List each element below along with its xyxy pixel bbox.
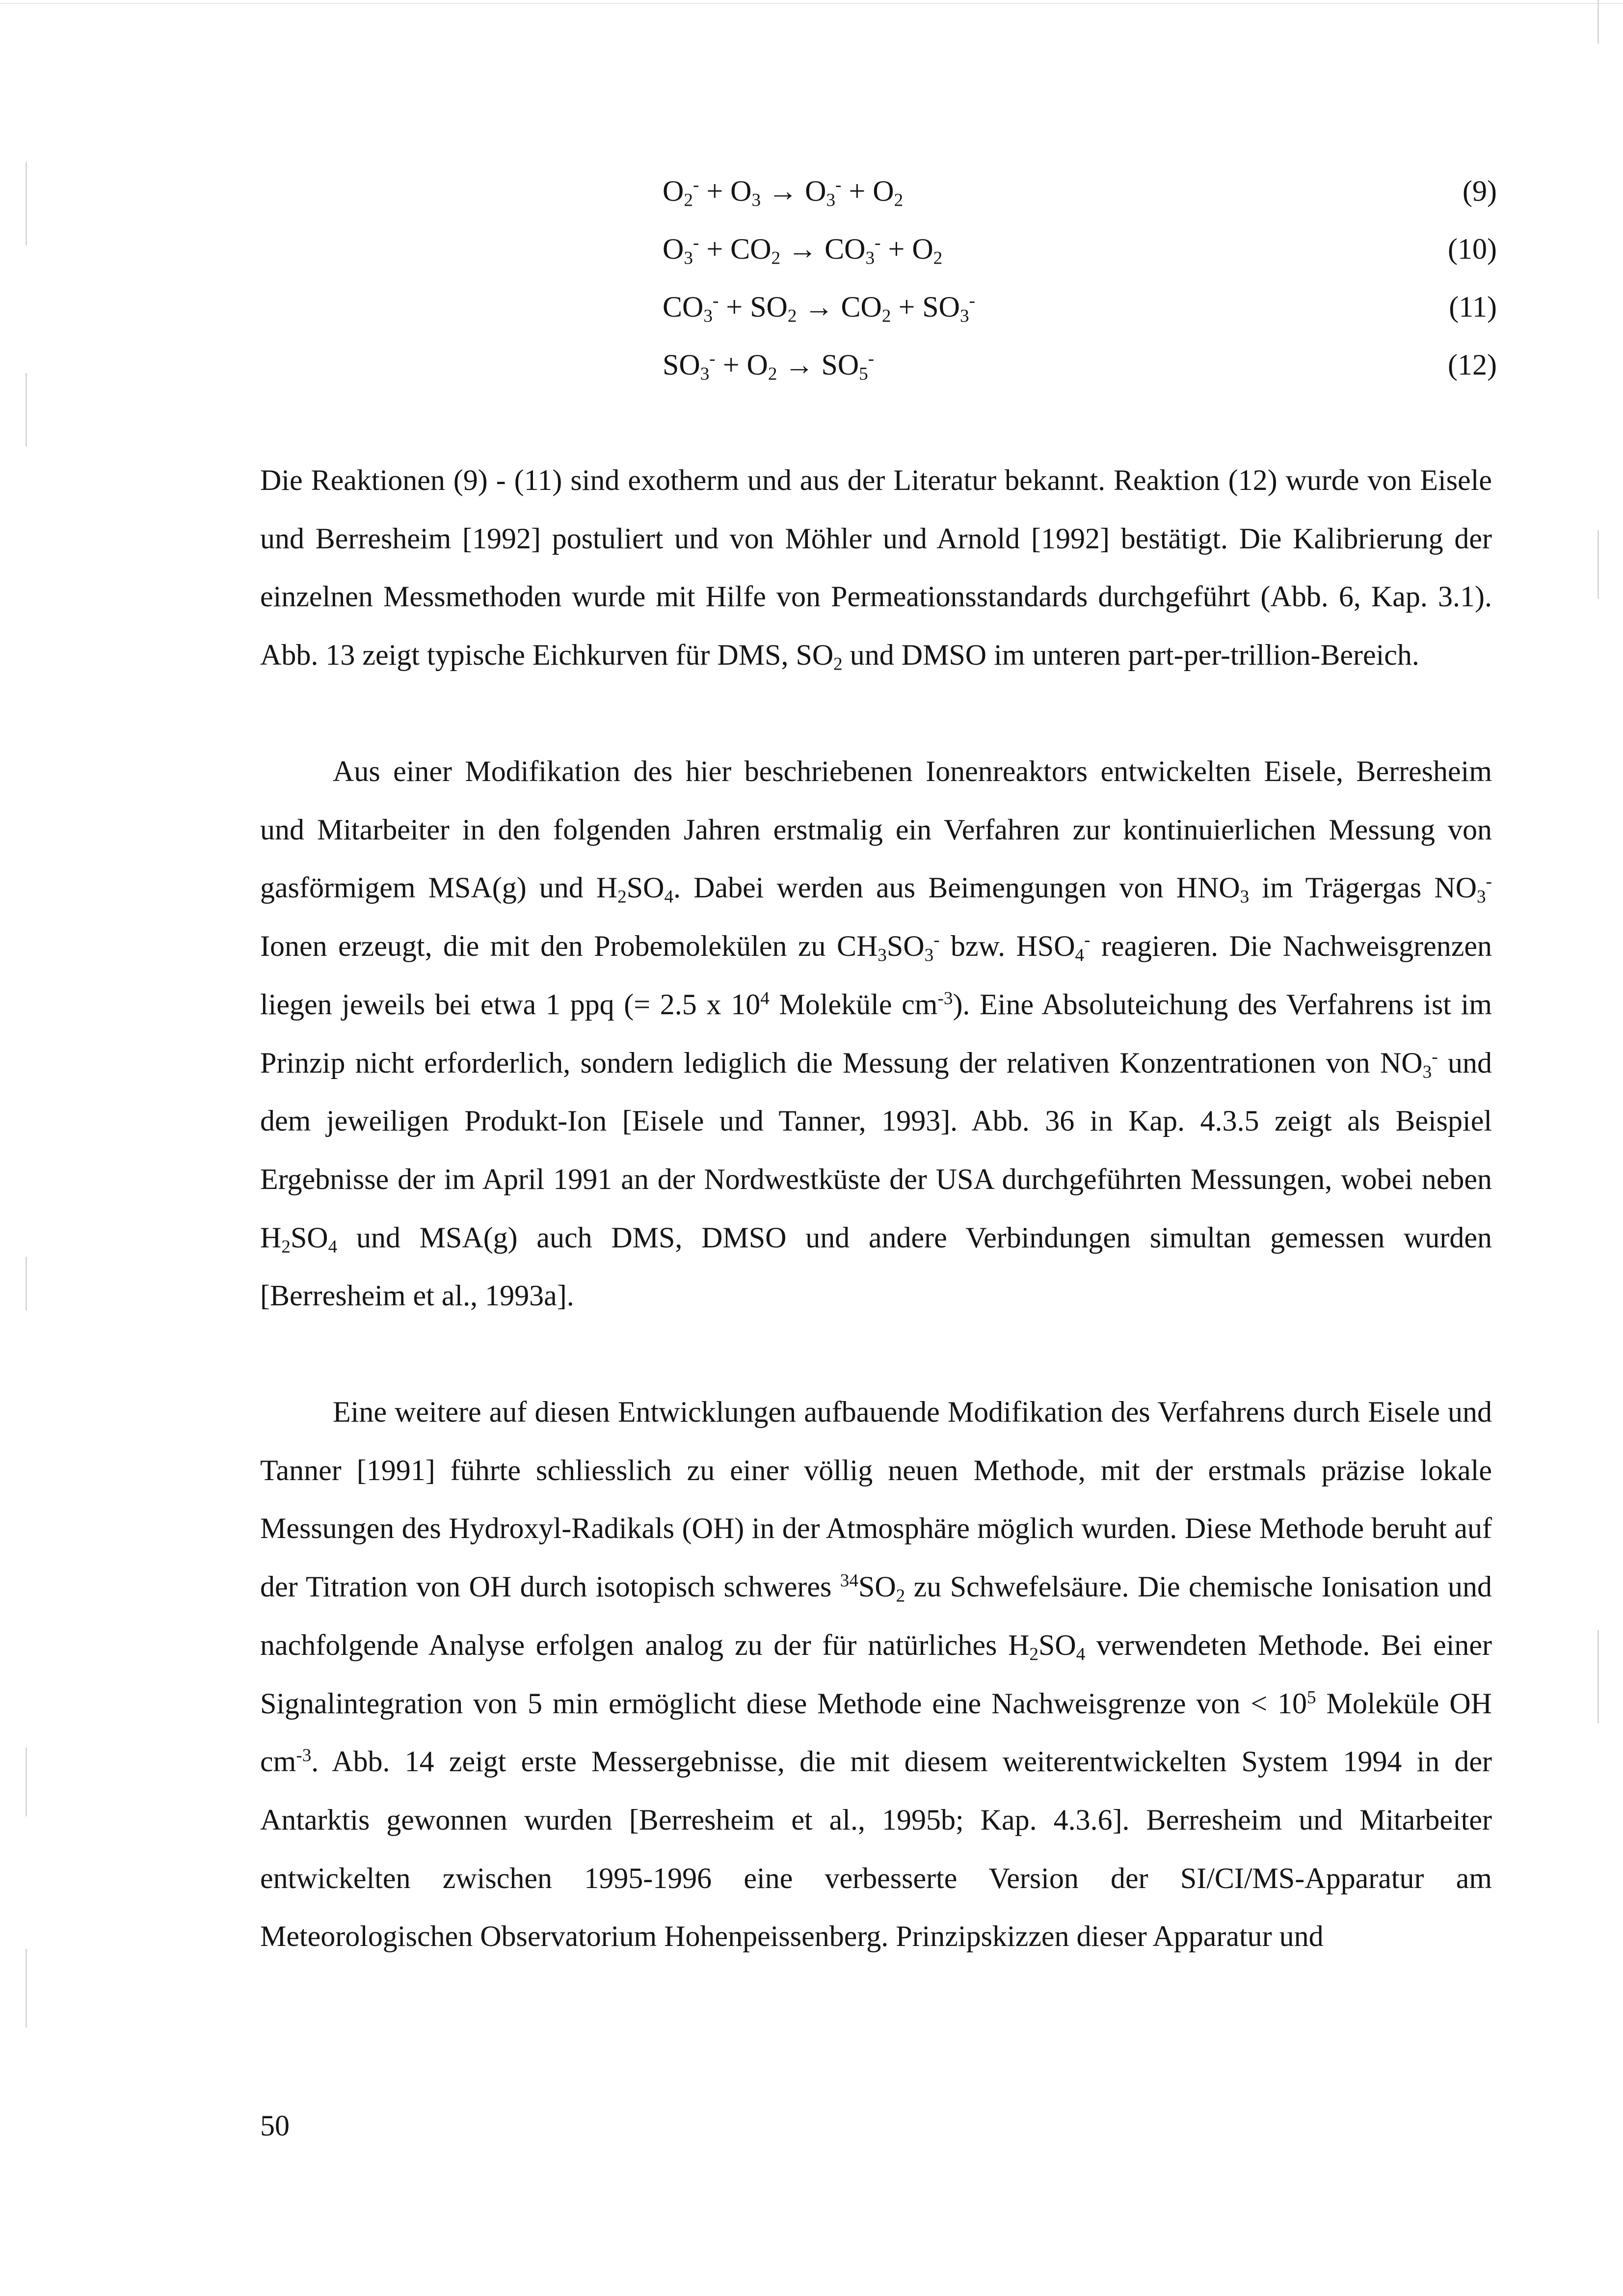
plus-sign: +	[699, 175, 731, 207]
species: SO	[750, 291, 788, 323]
text-run: . Abb. 14 zeigt erste Messergebnisse, die mit diesem weiterentwickelten System 1994 in der Antarktis gewonnen wurden [Berresheim et al., 1995b; Kap. 4.3.6]. Berresheim und Mitarbeiter entwickelten zwischen 1995-1996 eine verbesserte Version der SI/CI/MS-Apparatur am Meteorologischen Observatorium Hohenpeissenberg. Prinzipskizzen dieser Apparatur und	[260, 1745, 1492, 1953]
species: O	[912, 233, 933, 265]
scan-left-mark	[26, 1949, 27, 2027]
reaction-equations	[663, 162, 1497, 394]
text-run: SO	[1038, 1628, 1076, 1661]
equation-number: (9)	[1463, 175, 1497, 207]
equation-number: (11)	[1449, 291, 1497, 323]
subscript: 3	[1240, 887, 1250, 907]
superscript: 34	[840, 1570, 858, 1591]
species: SO	[821, 349, 859, 381]
text-run: SO	[626, 871, 665, 904]
scan-left-mark	[26, 1257, 27, 1311]
text-run: reagieren. Die Nachweisgrenzen liegen jeweils bei etwa 1 ppq (= 2.5 x 10	[260, 930, 1492, 1021]
text-run: im Trägergas NO	[1249, 871, 1477, 904]
subscript: 4	[1075, 945, 1085, 966]
superscript: -	[1084, 930, 1091, 950]
superscript: -3	[937, 988, 953, 1009]
superscript: -	[969, 291, 975, 311]
subscript: 3	[826, 190, 836, 211]
paragraph-reactions	[260, 451, 1492, 684]
equation-12	[663, 336, 1497, 394]
species: SO	[663, 349, 700, 381]
body-text-block-3	[260, 1383, 1492, 1966]
species: O	[730, 175, 752, 207]
superscript: -	[712, 291, 719, 311]
equation-9	[663, 162, 1497, 220]
subscript: 3	[865, 248, 875, 269]
plus-sign: +	[841, 175, 873, 207]
subscript: 2	[1029, 1644, 1038, 1665]
text-run: Eine weitere auf diesen Entwicklungen aufbauende Modifikation des Verfahrens durch Eisele und Tanner [1991] führte schliesslich zu einer völlig neuen Methode, mit der erstmals präzise lokale Messungen des Hydroxyl-Radikals (OH) in der Atmosphäre möglich wurden. Diese Methode beruht auf der Titration von OH durch isotopisch schweres	[260, 1396, 1492, 1603]
text-run: und DMSO im unteren part-per-trillion-Bereich.	[842, 639, 1419, 672]
subscript: 3	[959, 306, 969, 326]
text-run: SO	[886, 930, 925, 963]
text-run: und dem jeweiligen Produkt-Ion [Eisele und Tanner, 1993]. Abb. 36 in Kap. 4.3.5 zeigt als Beispiel Ergebnisse der im April 1991 an der Nordwestküste der USA durchgeführten Messungen, wobei neben H	[260, 1046, 1492, 1254]
subscript: 2	[881, 306, 891, 326]
subscript: 2	[896, 1586, 905, 1606]
species: CO	[730, 233, 772, 265]
text-run: verwendeten Methode. Bei einer Signalintegration von 5 min ermöglicht diese Methode eine Nachweisgrenze von < 10	[260, 1628, 1492, 1720]
subscript: 2	[833, 654, 843, 675]
reaction-arrow: →	[780, 233, 825, 265]
text-run: bzw. HSO	[939, 930, 1075, 963]
superscript: -	[709, 349, 716, 369]
superscript: -	[933, 930, 940, 950]
plus-sign: +	[718, 291, 750, 323]
subscript: 2	[894, 190, 904, 211]
species: O	[805, 175, 826, 207]
subscript: 3	[1422, 1061, 1432, 1082]
scan-right-mark	[1597, 1630, 1599, 1723]
equation-number: (12)	[1448, 349, 1497, 381]
subscript: 3	[1477, 887, 1486, 907]
superscript: 4	[760, 988, 770, 1009]
species: O	[663, 233, 684, 265]
subscript: 4	[328, 1237, 338, 1257]
scan-left-mark	[26, 1748, 27, 1816]
subscript: 5	[859, 364, 868, 384]
text-run: . Dabei werden aus Beimengungen von HNO	[673, 871, 1240, 904]
superscript: -	[1486, 871, 1492, 892]
scan-top-edge	[0, 3, 1623, 4]
text-run: Aus einer Modifikation des hier beschriebenen Ionenreaktors entwickelten Eisele, Berresheim und Mitarbeiter in den folgenden Jahren erstmalig ein Verfahren zur kontinuierlichen Messung von gasförmigem MSA(g) und H	[260, 755, 1492, 904]
scan-left-mark	[26, 373, 27, 447]
species: O	[873, 175, 894, 207]
subscript: 3	[751, 190, 761, 211]
equation-formula	[663, 278, 975, 336]
equation-10	[663, 220, 1497, 278]
plus-sign: +	[891, 291, 923, 323]
species: CO	[663, 291, 704, 323]
reaction-arrow: →	[761, 175, 805, 207]
paragraph-msa-method	[260, 742, 1492, 1325]
body-text-block-1	[260, 451, 1492, 684]
text-run: SO	[290, 1221, 328, 1254]
species: SO	[922, 291, 960, 323]
plus-sign: +	[715, 349, 747, 381]
equation-formula	[663, 336, 874, 394]
plus-sign: +	[699, 233, 731, 265]
subscript: 4	[664, 887, 674, 907]
species: O	[663, 175, 684, 207]
superscript: 5	[1307, 1687, 1316, 1708]
subscript: 2	[771, 248, 781, 269]
subscript: 3	[878, 945, 887, 966]
subscript: 3	[684, 248, 693, 269]
scan-right-mark	[1597, 0, 1599, 44]
superscript: -3	[296, 1745, 312, 1766]
text-run: SO	[858, 1570, 896, 1603]
subscript: 2	[684, 190, 693, 211]
equation-formula	[663, 162, 903, 220]
scan-left-mark	[26, 162, 27, 245]
superscript: -	[875, 233, 881, 253]
scan-right-mark	[1597, 530, 1599, 599]
superscript: -	[692, 233, 699, 253]
text-run: zu Schwefelsäure. Die chemische Ionisation und nachfolgende Analyse erfolgen analog zu der für natürliches H	[260, 1570, 1492, 1661]
subscript: 4	[1076, 1644, 1086, 1665]
reaction-arrow: →	[777, 349, 822, 381]
species: CO	[841, 291, 882, 323]
subscript: 2	[787, 306, 797, 326]
subscript: 2	[281, 1237, 291, 1257]
reaction-arrow: →	[797, 291, 841, 323]
subscript: 3	[703, 306, 713, 326]
species: CO	[825, 233, 866, 265]
text-run: Die Reaktionen (9) - (11) sind exotherm und aus der Literatur bekannt. Reaktion (12) wurde von Eisele und Berresheim [1992] postuliert und von Möhler und Arnold [1992] bestätigt. Die Kalibrierung der einzelnen Messmethoden wurde mit Hilfe von Permeationsstandards durchgeführt (Abb. 6, Kap. 3.1). Abb. 13 zeigt typische Eichkurven für DMS, SO	[260, 464, 1492, 672]
text-run: Moleküle cm	[769, 988, 938, 1021]
subscript: 2	[617, 887, 627, 907]
text-run: ). Eine Absoluteichung des Verfahrens ist im Prinzip nicht erforderlich, sondern lediglich die Messung der relativen Konzentrationen von NO	[260, 988, 1492, 1079]
page-number: 50	[260, 2109, 290, 2142]
body-text-block-2	[260, 742, 1492, 1325]
equation-11	[663, 278, 1497, 336]
plus-sign: +	[880, 233, 912, 265]
subscript: 3	[924, 945, 934, 966]
text-run: Ionen erzeugt, die mit den Probemolekülen zu CH	[260, 930, 878, 963]
equation-number: (10)	[1448, 233, 1497, 265]
species: O	[746, 349, 768, 381]
superscript: -	[1432, 1047, 1438, 1067]
paragraph-oh-method	[260, 1383, 1492, 1966]
superscript: -	[692, 175, 699, 195]
superscript: -	[835, 175, 842, 195]
text-run: Moleküle OH cm	[260, 1687, 1492, 1778]
subscript: 3	[700, 364, 710, 384]
subscript: 2	[768, 364, 777, 384]
text-run: und MSA(g) auch DMS, DMSO und andere Verbindungen simultan gemessen wurden [Berresheim et al., 1993a].	[260, 1221, 1492, 1312]
subscript: 2	[933, 248, 943, 269]
equation-formula	[663, 220, 942, 278]
superscript: -	[868, 349, 875, 369]
